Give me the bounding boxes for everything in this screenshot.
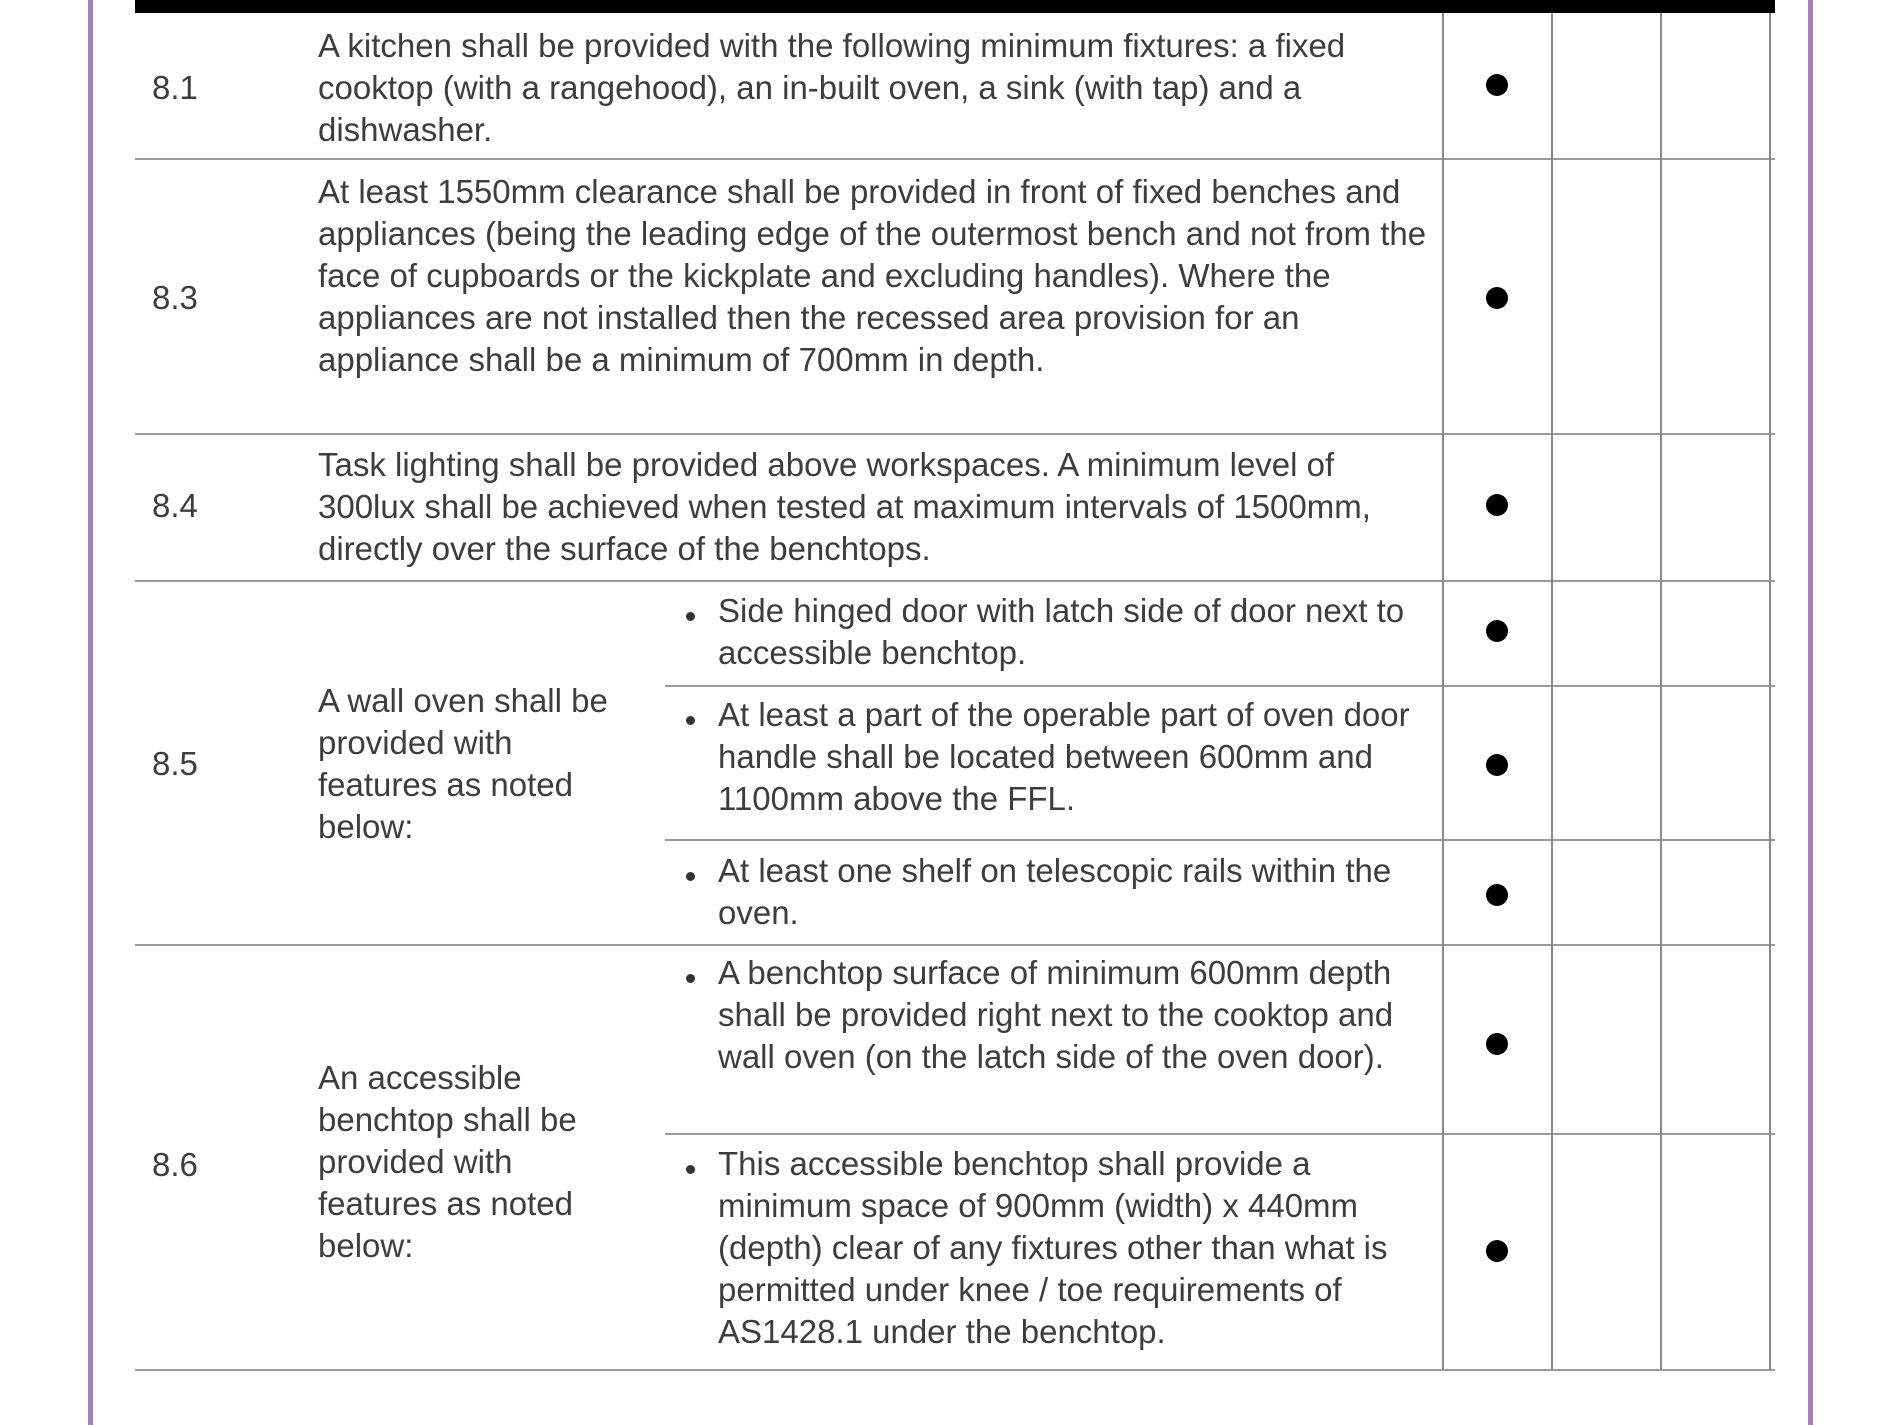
bullet-icon — [686, 612, 695, 621]
sub-item-text: At least a part of the operable part of oven door handle shall be located between 600mm and 1100mm above the FFL. — [718, 696, 1410, 817]
clause-intro-text: An accessible benchtop shall be provided with features as noted below: — [318, 1059, 577, 1264]
clause-number: 8.3 — [152, 279, 198, 316]
table-header-bar — [135, 0, 1775, 13]
clause-number: 8.5 — [152, 745, 198, 782]
compliance-mark — [1486, 754, 1508, 776]
bullet-icon — [686, 974, 695, 983]
row-divider — [135, 433, 1775, 435]
compliance-mark — [1486, 1033, 1508, 1055]
bullet-icon — [686, 1165, 695, 1174]
clause-intro-text: A wall oven shall be provided with features as noted below: — [318, 682, 608, 845]
sub-item-text: A benchtop surface of minimum 600mm depth shall be provided right next to the cooktop and wall oven (on the latch side of the oven door). — [718, 954, 1394, 1075]
column-divider — [1442, 13, 1444, 1370]
column-divider — [1769, 13, 1771, 1370]
clause-number: 8.1 — [152, 69, 198, 106]
sub-item-text: At least one shelf on telescopic rails within the oven. — [718, 852, 1392, 931]
sub-item-text: Side hinged door with latch side of door next to accessible benchtop. — [718, 592, 1405, 671]
row-divider — [135, 158, 1775, 160]
bullet-icon — [686, 716, 695, 725]
clause-number: 8.4 — [152, 487, 198, 524]
compliance-mark — [1486, 287, 1508, 309]
page-frame-right — [1808, 0, 1813, 1425]
clause-text: A kitchen shall be provided with the following minimum fixtures: a fixed cooktop (with a rangehood), an in-built oven, a sink (with tap) and a dishwasher. — [318, 27, 1346, 148]
clause-text: At least 1550mm clearance shall be provided in front of fixed benches and appliances (being the leading edge of the outermost bench and not from the face of cupboards or the kickplate and excluding handles). Where the appliances are not installed then the recessed area provision for an appliance shall be a minimum of 700mm in depth. — [318, 173, 1427, 378]
row-divider — [135, 944, 1775, 946]
compliance-mark — [1486, 74, 1508, 96]
row-divider — [135, 580, 1775, 582]
subrow-divider — [665, 839, 1775, 841]
clause-text: Task lighting shall be provided above workspaces. A minimum level of 300lux shall be achieved when tested at maximum intervals of 1500mm, directly over the surface of the benchtops. — [318, 446, 1371, 567]
compliance-mark — [1486, 884, 1508, 906]
compliance-mark — [1486, 1240, 1508, 1262]
bullet-icon — [686, 872, 695, 881]
column-divider — [1660, 13, 1662, 1370]
page-frame-left — [88, 0, 93, 1425]
compliance-mark — [1486, 620, 1508, 642]
clause-number: 8.6 — [152, 1146, 198, 1183]
sub-item-text: This accessible benchtop shall provide a minimum space of 900mm (width) x 440mm (depth) clear of any fixtures other than what is permitted under knee / toe requirements of AS1428.1 under the benchtop. — [718, 1145, 1388, 1350]
compliance-mark — [1486, 494, 1508, 516]
subrow-divider — [665, 1133, 1775, 1135]
table-bottom-border — [135, 1369, 1775, 1371]
column-divider — [1551, 13, 1553, 1370]
subrow-divider — [665, 685, 1775, 687]
